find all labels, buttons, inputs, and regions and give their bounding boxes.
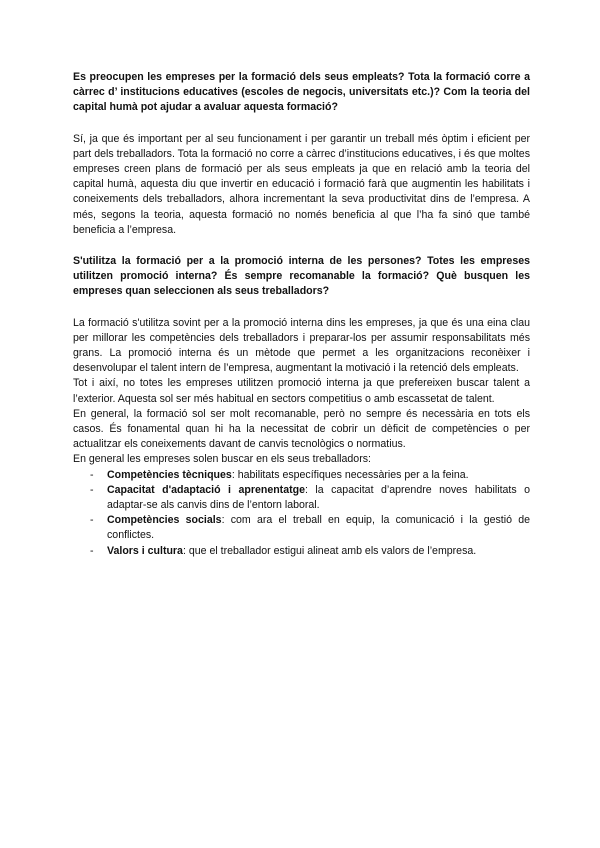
list-item-text: : habilitats específiques necessàries per a la feina. [231, 468, 469, 481]
list-item [73, 544, 530, 559]
list-item-term: Capacitat d'adaptació i aprenentatge [107, 483, 305, 496]
section-2-paragraph-recommendation: En general, la formació sol ser molt recomanable, però no sempre és necessària en tots els casos. És fonamental quan hi ha la necessitat de cobrir un dèficit de competències o per actualitzar els coneixements davant de canvis tecnològics o normatius. [73, 407, 530, 451]
section-1-heading: Es preocupen les empreses per la formació dels seus empleats? Tota la formació corre a càrrec d’ institucions educatives (escoles de negocis, universitats etc.)? Com la teoria del capital humà pot ajudar a avaluar aquesta formació? [73, 71, 530, 114]
list-item [73, 513, 530, 543]
list-item [73, 483, 530, 513]
list-item [73, 468, 530, 483]
bullet-dash: - [90, 468, 94, 481]
section-2-paragraph-external-talent: Tot i així, no totes les empreses utilitzen promoció interna ja que prefereixen buscar talent a l’exterior. Aquesta sol ser més habitual en sectors competitius o amb escassetat de talent. [73, 377, 530, 405]
spacer [73, 300, 530, 316]
qualities-list [73, 468, 530, 559]
list-item-term: Competències socials [107, 514, 222, 527]
bullet-dash: - [90, 514, 94, 527]
section-2-list-intro: En general les empreses solen buscar en els seus treballadors: [73, 453, 371, 466]
spacer [73, 116, 530, 132]
bullet-dash: - [90, 483, 94, 496]
spacer [73, 238, 530, 254]
list-item-term: Valors i cultura [107, 544, 183, 557]
section-1-paragraph: Sí, ja que és important per al seu funcionament i per garantir un treball més òptim i eficient per part dels treballadors. Tota la formació no corre a càrrec d’institucions educatives, i és que moltes empreses creen plans de formació per als seus empleats ja que en relació amb la teoria del capital humà, aquesta diu que invertir en educació i formació farà que augmentin les habilitats i coneixements dels treballadors, alhora incrementant la seva productivitat dins de l’empresa. A més, segons la teoria, aquesta formació no només beneficia al que l’ha fa sinó que també beneficia a l’empresa. [73, 132, 530, 236]
list-item-text: : que el treballador estigui alineat amb els valors de l’empresa. [182, 544, 477, 557]
list-item-text: : la capacitat d’aprendre noves habilitats o adaptar-se als canvis dins de l’entorn laboral. [107, 483, 530, 512]
list-item-text: : com ara el treball en equip, la comunicació i la gestió de conflictes. [107, 514, 530, 542]
list-item-term: Competències tècniques [107, 468, 232, 481]
section-2-heading: S'utilitza la formació per a la promoció interna de les persones? Totes les empreses utilitzen promoció interna? És sempre recomanable la formació? Què busquen les empreses quan seleccionen als seus treballadors? [73, 255, 530, 298]
bullet-dash: - [90, 544, 94, 557]
section-2-paragraph-promotion: La formació s'utilitza sovint per a la promoció interna dins les empreses, ja que és una eina clau per millorar les competències dels treballadors i preparar-los per assumir responsabilitats més grans. La promoció interna és un mètode que permet a les organitzacions reconèixer i desenvolupar el talent intern de l’empresa, augmentant la motivació i la retenció dels empleats. [73, 316, 530, 375]
document-page [73, 70, 530, 559]
